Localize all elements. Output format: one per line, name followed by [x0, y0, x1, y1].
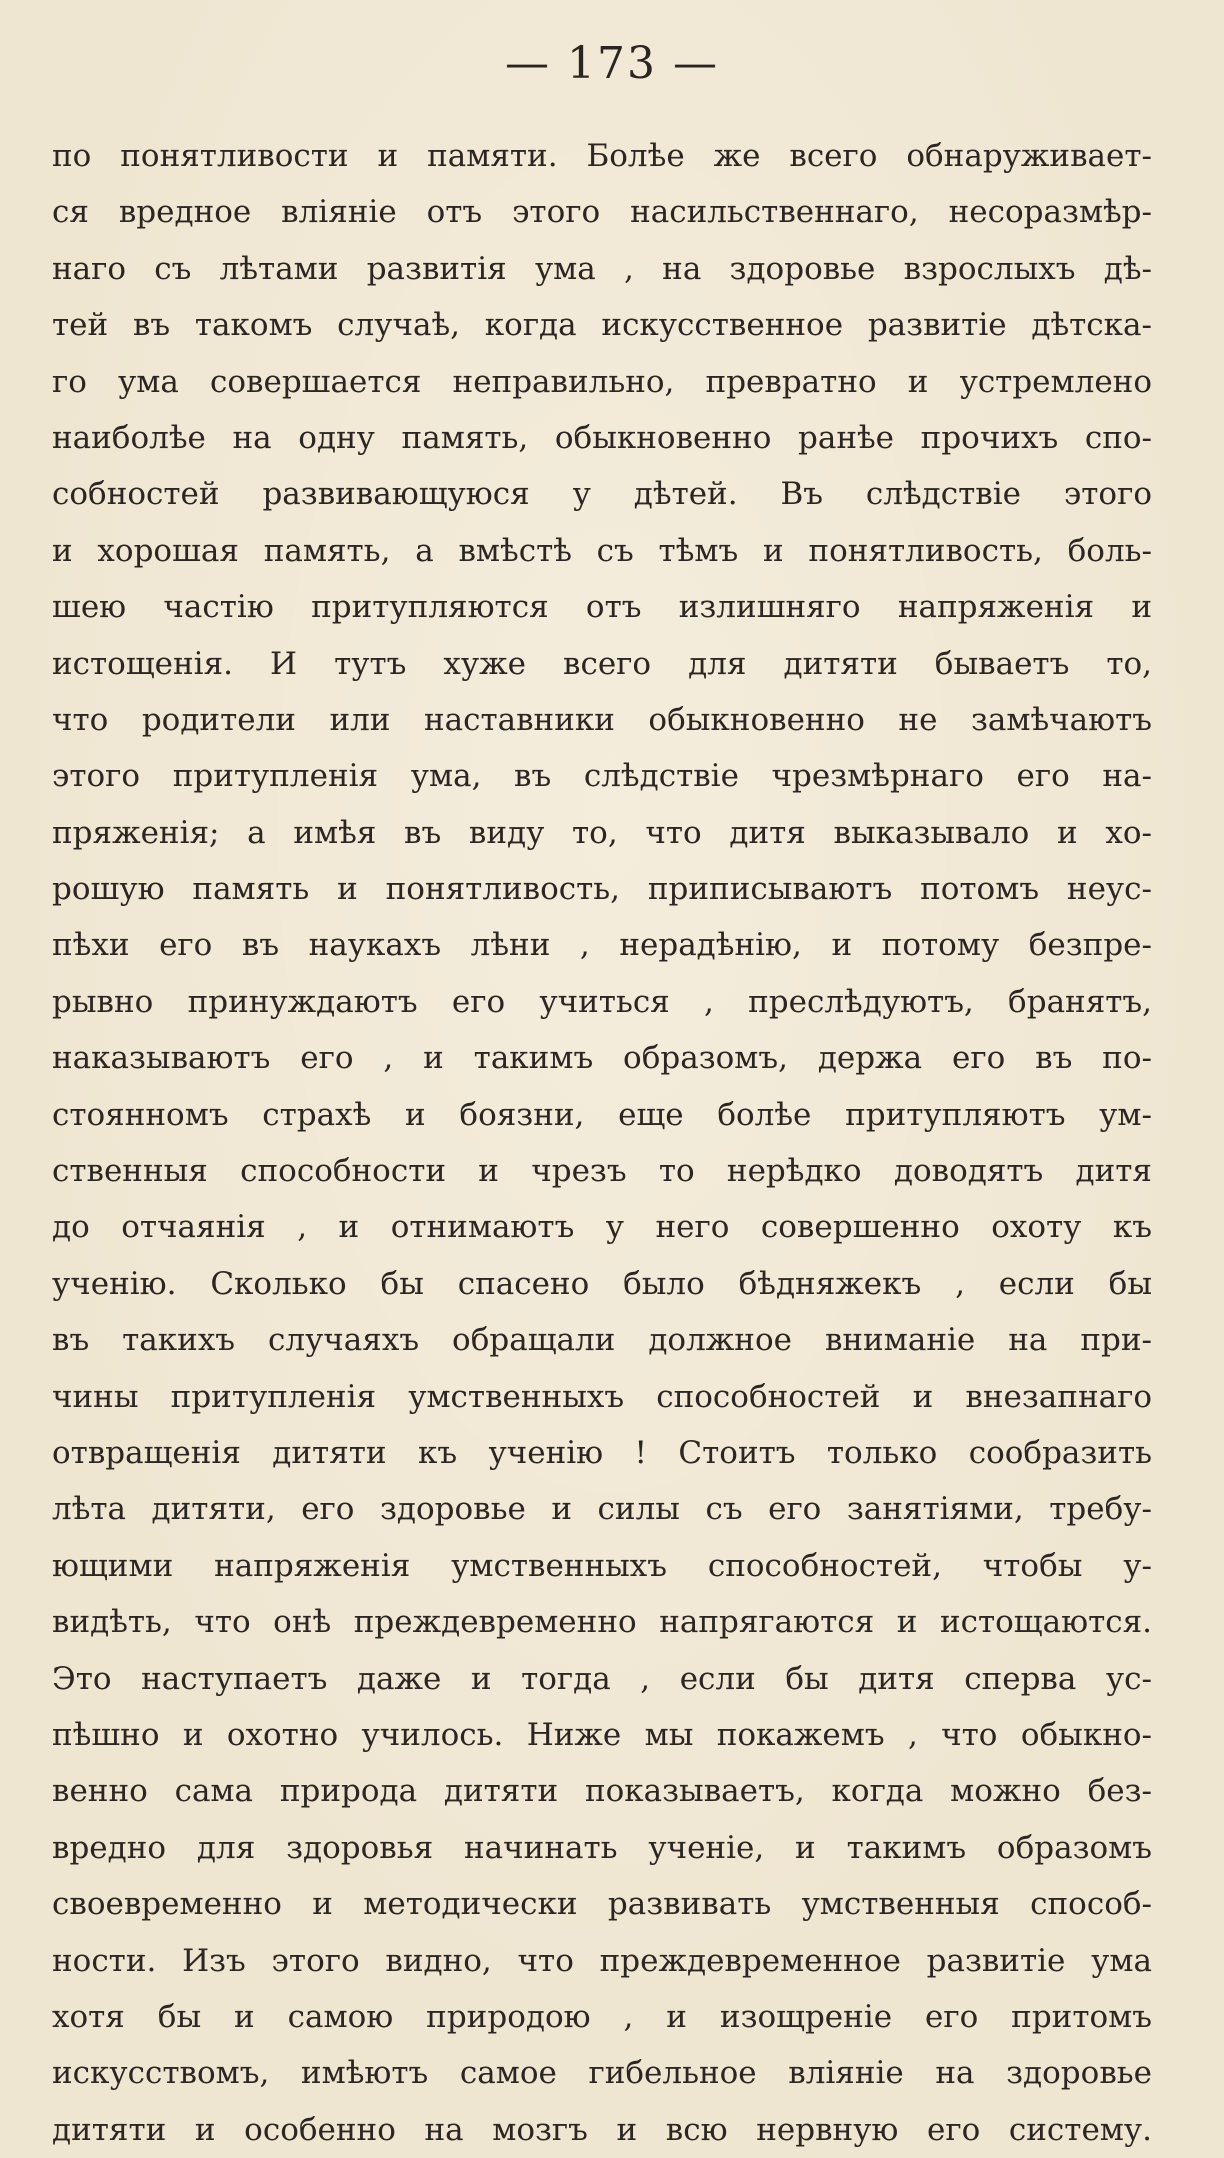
text-line: венно сама природа дитяти показываетъ, когда можно без-: [52, 1773, 1152, 1810]
text-line: искусствомъ, имѣютъ самое гибельное вліяніе на здоровье: [52, 2055, 1152, 2092]
text-line: хотя бы и самою природою , и изощреніе его притомъ: [52, 1998, 1152, 2035]
text-line: ности. Изъ этого видно, что преждевременное развитіе ума: [52, 1942, 1152, 1979]
text-line: чины притупленія умственныхъ способностей и внезапнаго: [52, 1378, 1152, 1415]
text-line: по понятливости и памяти. Болѣе же всего обнаруживает-: [52, 138, 1152, 174]
text-line: вредно для здоровья начинать ученіе, и такимъ образомъ: [52, 1829, 1152, 1866]
text-line: и хорошая память, а вмѣстѣ съ тѣмъ и понятливость, боль-: [52, 532, 1152, 569]
text-line: видѣть, что онѣ преждевременно напрягаются и истощаются.: [52, 1604, 1152, 1641]
text-line: рывно принуждаютъ его учиться , преслѣдуютъ, бранятъ,: [52, 983, 1152, 1020]
text-line: лѣта дитяти, его здоровье и силы съ его занятіями, требу-: [52, 1491, 1152, 1528]
text-line: ся вредное вліяніе отъ этого насильственнаго, несоразмѣр-: [52, 194, 1152, 231]
text-line: ющими напряженія умственныхъ способностей, чтобы у-: [52, 1547, 1152, 1584]
text-line: собностей развивающуюся у дѣтей. Въ слѣдствіе этого: [52, 476, 1152, 513]
text-line: ственныя способности и чрезъ то нерѣдко доводятъ дитя: [52, 1153, 1152, 1190]
page-number: — 173 —: [505, 38, 719, 89]
text-line: рошую память и понятливость, приписываютъ потомъ неус-: [52, 871, 1152, 908]
text-line: до отчаянія , и отнимаютъ у него совершенно охоту къ: [52, 1209, 1152, 1246]
text-line: что родители или наставники обыкновенно не замѣчаютъ: [52, 701, 1152, 738]
text-line: пѣшно и охотно училось. Ниже мы покажемъ , что обыкно-: [52, 1716, 1152, 1753]
text-line: пряженія; а имѣя въ виду то, что дитя выказывало и хо-: [52, 814, 1152, 851]
text-line: своевременно и методически развивать умственныя способ-: [52, 1886, 1152, 1923]
text-line: этого притупленія ума, въ слѣдствіе чрезмѣрнаго его на-: [52, 758, 1152, 795]
text-line: Это наступаетъ даже и тогда , если бы дитя сперва ус-: [52, 1660, 1152, 1697]
text-line: наиболѣе на одну память, обыкновенно ранѣе прочихъ спо-: [52, 419, 1152, 456]
text-line: наго съ лѣтами развитія ума , на здоровье взрослыхъ дѣ-: [52, 250, 1152, 287]
text-line: наказываютъ его , и такимъ образомъ, держа его въ по-: [52, 1040, 1152, 1077]
text-line: тей въ такомъ случаѣ, когда искусственное развитіе дѣтска-: [52, 307, 1152, 344]
text-line: дитяти и особенно на мозгъ и всю нервную его систему.: [52, 2111, 1152, 2148]
body-text: [52, 128, 1152, 2158]
text-line: пѣхи его въ наукахъ лѣни , нерадѣнію, и потому безпре-: [52, 927, 1152, 964]
text-line: стоянномъ страхѣ и боязни, еще болѣе притупляютъ ум-: [52, 1096, 1152, 1133]
text-line: шею частію притупляются отъ излишняго напряженія и: [52, 589, 1152, 626]
text-line: отвращенія дитяти къ ученію ! Стоитъ только сообразить: [52, 1434, 1152, 1471]
text-line: истощенія. И тутъ хуже всего для дитяти бываетъ то,: [52, 645, 1152, 682]
text-line: го ума совершается неправильно, превратно и устремлено: [52, 363, 1152, 400]
text-line: въ такихъ случаяхъ обращали должное вниманіе на при-: [52, 1322, 1152, 1359]
text-line: ученію. Сколько бы спасено было бѣдняжекъ , если бы: [52, 1265, 1152, 1302]
